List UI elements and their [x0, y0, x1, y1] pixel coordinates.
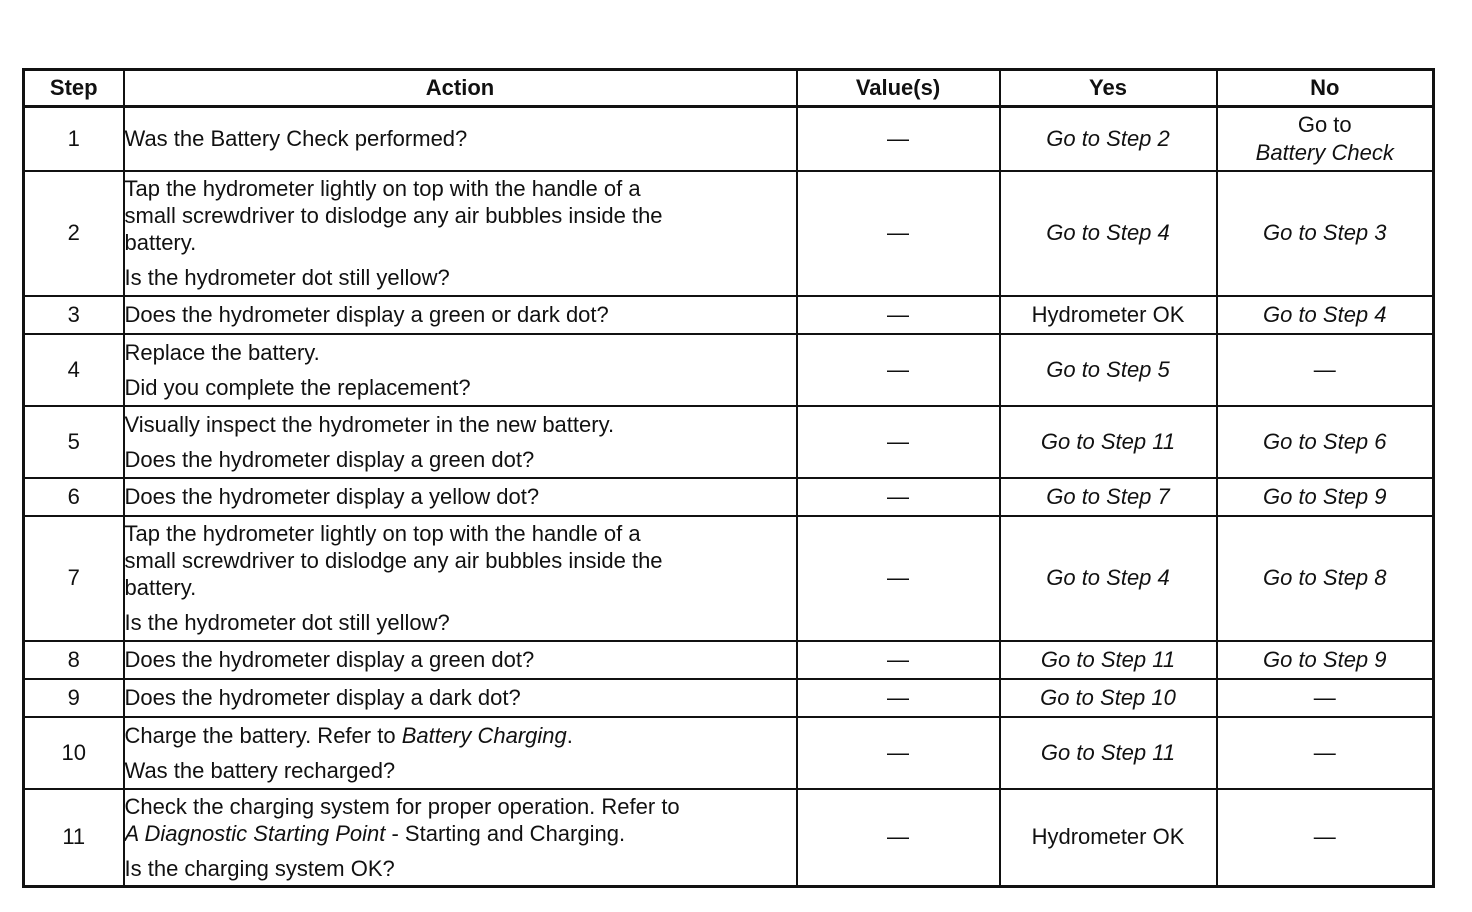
table-row [24, 406, 1434, 478]
action-text: Replace the battery. [124, 339, 320, 365]
table-row [24, 516, 1434, 641]
value-cell: — [797, 171, 1000, 296]
value-cell: — [797, 296, 1000, 334]
no-cell: Go to Step 8 [1217, 516, 1434, 641]
header-value: Value(s) [797, 70, 1000, 107]
action-cell [124, 406, 797, 478]
action-text: battery. [124, 230, 197, 255]
yes-cell: Go to Step 11 [1000, 641, 1217, 679]
step-number: 8 [24, 641, 124, 679]
reference-link: Battery Charging [401, 722, 567, 748]
yes-cell: Go to Step 7 [1000, 478, 1217, 516]
value-cell: — [797, 516, 1000, 641]
table-row [24, 107, 1434, 171]
action-cell [124, 641, 797, 679]
action-text: Does the hydrometer display a dark dot? [124, 685, 521, 710]
action-cell [124, 789, 797, 887]
table-row [24, 171, 1434, 296]
step-number: 2 [24, 171, 124, 296]
value-cell: — [797, 406, 1000, 478]
header-action: Action [124, 70, 797, 107]
step-number: 11 [24, 789, 124, 887]
yes-cell: Go to Step 11 [1000, 406, 1217, 478]
header-yes: Yes [1000, 70, 1217, 107]
table-row [24, 641, 1434, 679]
action-text [125, 820, 796, 847]
step-number: 7 [24, 516, 124, 641]
no-goto-ref: Battery Check [1255, 139, 1394, 165]
action-cell [124, 296, 797, 334]
value-cell: — [797, 679, 1000, 717]
step-number: 9 [24, 679, 124, 717]
action-text: Tap the hydrometer lightly on top with the handle of a [124, 176, 641, 201]
action-text: battery. [124, 575, 197, 600]
action-text: Check the charging system for proper operation. Refer to [124, 793, 680, 819]
action-cell [124, 107, 797, 171]
value-cell: — [797, 478, 1000, 516]
value-cell: — [797, 641, 1000, 679]
action-text: Does the hydrometer display a green dot? [124, 647, 535, 672]
step-number: 1 [24, 107, 124, 171]
no-cell: — [1217, 334, 1434, 406]
table-row [24, 679, 1434, 717]
no-cell: — [1217, 789, 1434, 887]
action-question: Is the hydrometer dot still yellow? [124, 610, 450, 635]
value-cell: — [797, 107, 1000, 171]
no-cell [1217, 107, 1434, 171]
step-number: 6 [24, 478, 124, 516]
step-number: 3 [24, 296, 124, 334]
yes-cell: Hydrometer OK [1000, 296, 1217, 334]
table-row [24, 334, 1434, 406]
action-text: Does the hydrometer display a yellow dot? [124, 484, 540, 509]
action-cell [124, 334, 797, 406]
action-text-post: - Starting and Charging. [385, 820, 626, 846]
header-row [24, 70, 1434, 107]
action-text [125, 722, 796, 749]
reference-link: A Diagnostic Starting Point [124, 820, 386, 846]
table-row [24, 717, 1434, 789]
action-text-post: . [566, 722, 573, 748]
action-cell [124, 171, 797, 296]
value-cell: — [797, 717, 1000, 789]
action-text: Tap the hydrometer lightly on top with the handle of a [124, 521, 641, 546]
yes-cell: Go to Step 10 [1000, 679, 1217, 717]
action-text-pre: Charge the battery. Refer to [124, 722, 402, 748]
no-cell: Go to Step 9 [1217, 478, 1434, 516]
action-text: small screwdriver to dislodge any air bubbles inside the [124, 548, 663, 573]
action-text: small screwdriver to dislodge any air bubbles inside the [124, 203, 663, 228]
value-cell: — [797, 789, 1000, 887]
no-goto-label: Go to [1297, 111, 1352, 137]
no-cell: — [1217, 717, 1434, 789]
step-number: 5 [24, 406, 124, 478]
action-cell [124, 679, 797, 717]
no-cell: Go to Step 9 [1217, 641, 1434, 679]
yes-cell: Go to Step 5 [1000, 334, 1217, 406]
value-cell: — [797, 334, 1000, 406]
action-question: Is the charging system OK? [124, 855, 395, 881]
table-row [24, 478, 1434, 516]
action-text: Was the Battery Check performed? [124, 126, 468, 152]
yes-cell: Go to Step 2 [1000, 107, 1217, 171]
yes-cell: Go to Step 11 [1000, 717, 1217, 789]
table-row [24, 789, 1434, 887]
yes-cell: Hydrometer OK [1000, 789, 1217, 887]
no-cell: Go to Step 3 [1217, 171, 1434, 296]
action-question: Does the hydrometer display a green dot? [124, 446, 535, 472]
action-question: Is the hydrometer dot still yellow? [124, 265, 450, 290]
action-question: Did you complete the replacement? [124, 374, 471, 400]
step-number: 10 [24, 717, 124, 789]
yes-cell: Go to Step 4 [1000, 171, 1217, 296]
header-no: No [1217, 70, 1434, 107]
yes-cell: Go to Step 4 [1000, 516, 1217, 641]
no-cell: — [1217, 679, 1434, 717]
action-cell [124, 478, 797, 516]
diagnostic-table [22, 68, 1435, 888]
header-step: Step [24, 70, 124, 107]
action-cell [124, 516, 797, 641]
no-cell: Go to Step 4 [1217, 296, 1434, 334]
action-text: Visually inspect the hydrometer in the new battery. [124, 411, 615, 437]
action-text: Does the hydrometer display a green or dark dot? [124, 302, 609, 327]
action-question: Was the battery recharged? [124, 757, 396, 783]
step-number: 4 [24, 334, 124, 406]
table-row [24, 296, 1434, 334]
action-cell [124, 717, 797, 789]
no-cell: Go to Step 6 [1217, 406, 1434, 478]
